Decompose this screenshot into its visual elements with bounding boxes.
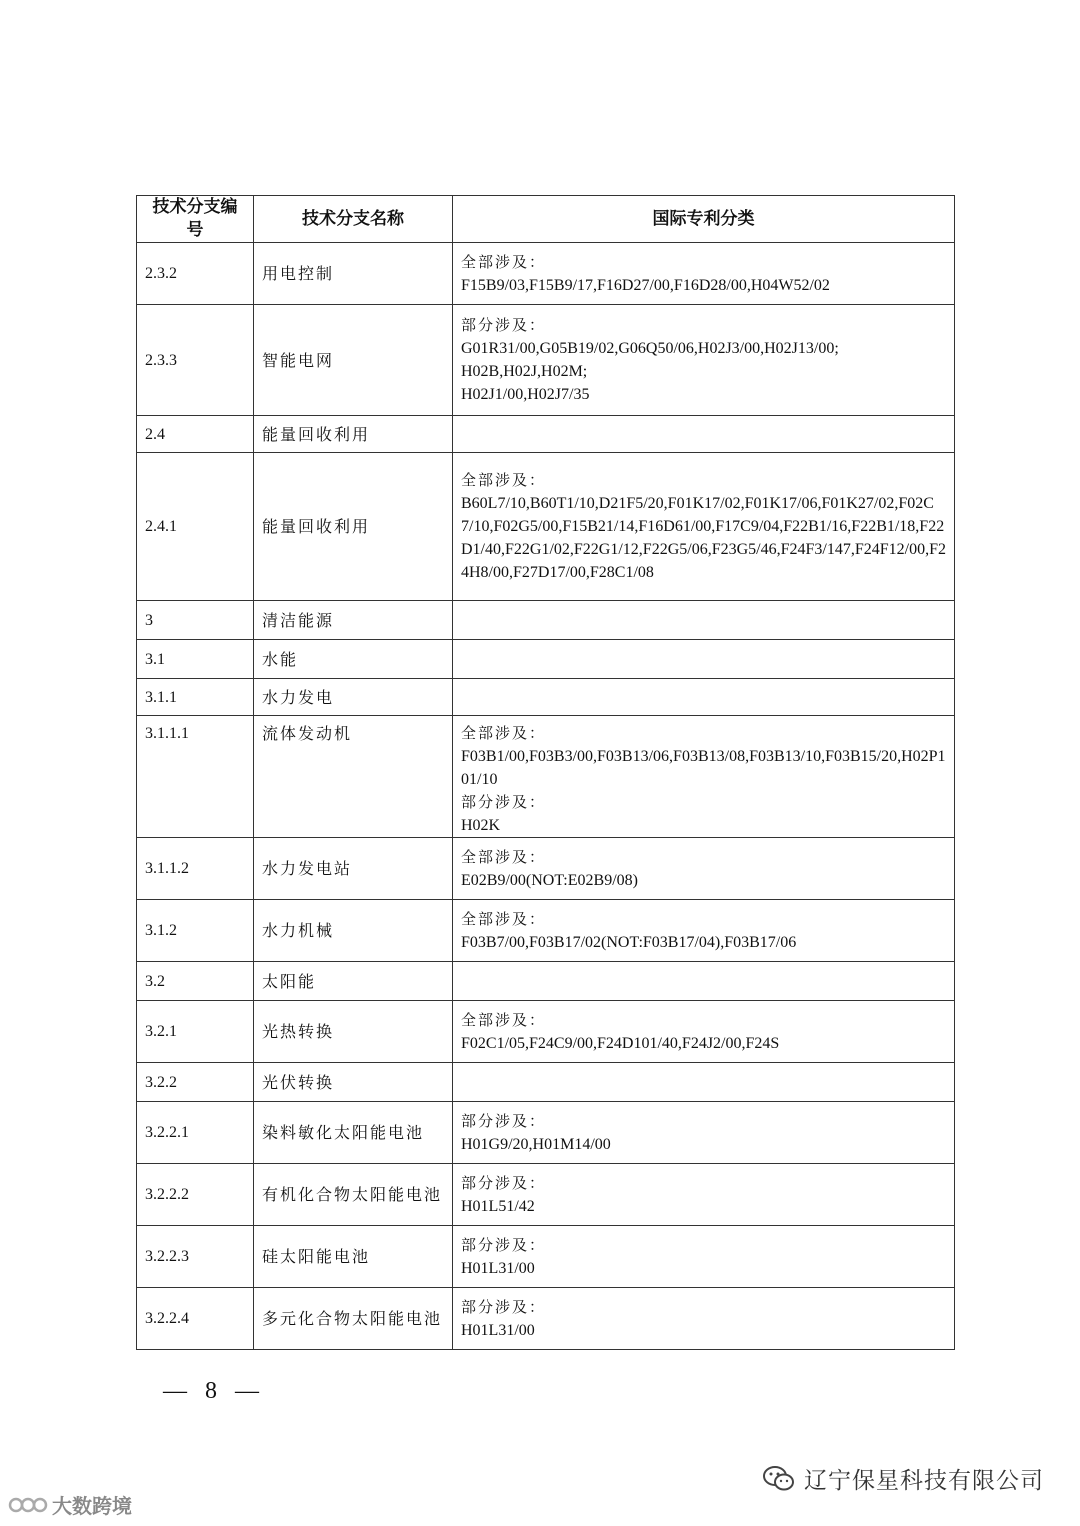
- branch-name: 能量回收利用: [254, 416, 453, 453]
- ipc-codes: F03B7/00,F03B17/02(NOT:F03B17/04),F03B17/06: [461, 933, 797, 951]
- ipc-classification: [453, 838, 955, 900]
- branch-name: 智能电网: [254, 305, 453, 416]
- ipc-scope-label: 全部涉及：: [461, 847, 547, 866]
- table-row: [137, 900, 955, 962]
- branch-code: 3.1.1.1: [137, 716, 254, 838]
- ipc-classification: [453, 1063, 955, 1102]
- watermark-company: [762, 1462, 1044, 1495]
- patent-classification-table: [136, 195, 955, 1350]
- ipc-scope-label: 部分涉及：: [461, 1235, 547, 1254]
- branch-code: 3.2.2: [137, 1063, 254, 1102]
- ipc-scope-label: 全部涉及：: [461, 909, 547, 928]
- ipc-classification: [453, 1164, 955, 1226]
- ipc-classification: [453, 416, 955, 453]
- ipc-scope-label: 部分涉及：: [461, 1297, 547, 1316]
- table-header-row: [137, 196, 955, 243]
- ipc-classification: [453, 679, 955, 716]
- ipc-classification: [453, 1288, 955, 1350]
- ipc-classification: [453, 453, 955, 601]
- ipc-codes: H01G9/20,H01M14/00: [461, 1135, 611, 1153]
- branch-name: 染料敏化太阳能电池: [254, 1102, 453, 1164]
- ipc-scope-label: 部分涉及：: [461, 316, 547, 334]
- table-row: [137, 1102, 955, 1164]
- ipc-classification: [453, 900, 955, 962]
- watermark-source-text: 大数跨境: [52, 1494, 132, 1518]
- table-row: [137, 1288, 955, 1350]
- ipc-scope-label: 全部涉及：: [461, 471, 547, 489]
- table-row: [137, 243, 955, 305]
- ipc-scope-label: 全部涉及：: [461, 724, 547, 742]
- ipc-codes: F02C1/05,F24C9/00,F24D101/40,F24J2/00,F24S: [461, 1034, 780, 1052]
- table-row: [137, 716, 955, 838]
- ipc-codes: H01L31/00: [461, 1321, 535, 1339]
- ipc-scope-label: 全部涉及：: [461, 252, 547, 271]
- branch-name: 清洁能源: [254, 601, 453, 640]
- ipc-codes: H02J1/00,H02J7/35: [461, 386, 590, 403]
- branch-code: 2.4: [137, 416, 254, 453]
- watermark-source: [8, 1490, 132, 1519]
- table-row: [137, 1001, 955, 1063]
- ipc-classification: [453, 716, 955, 838]
- ipc-scope-label: 部分涉及：: [461, 1111, 547, 1130]
- table-row: [137, 1164, 955, 1226]
- branch-code: 3.1.2: [137, 900, 254, 962]
- ipc-codes: G01R31/00,G05B19/02,G06Q50/06,H02J3/00,H02J13/00;: [461, 340, 839, 357]
- branch-code: 2.3.2: [137, 243, 254, 305]
- page-number: — 8 —: [163, 1378, 265, 1404]
- table-row: [137, 679, 955, 716]
- branch-code: 3.2.2.1: [137, 1102, 254, 1164]
- ipc-scope-label: 部分涉及：: [461, 1173, 547, 1192]
- branch-name: 光热转换: [254, 1001, 453, 1063]
- ipc-classification: [453, 962, 955, 1001]
- branch-name: 水能: [254, 640, 453, 679]
- ipc-codes: E02B9/00(NOT:E02B9/08): [461, 871, 638, 889]
- watermark-company-text: 辽宁保星科技有限公司: [804, 1468, 1044, 1494]
- table-row: [137, 838, 955, 900]
- ipc-codes: H02K: [461, 817, 501, 834]
- ipc-codes: H01L51/42: [461, 1197, 535, 1215]
- branch-code: 3.1.1.2: [137, 838, 254, 900]
- branch-name: 流体发动机: [254, 716, 453, 838]
- ipc-classification: [453, 1001, 955, 1063]
- ipc-classification: [453, 601, 955, 640]
- ipc-codes: F03B1/00,F03B3/00,F03B13/06,F03B13/08,F03B13/10,F03B15/20,H02P101/10: [461, 748, 946, 788]
- branch-name: 硅太阳能电池: [254, 1226, 453, 1288]
- ipc-scope-label: 部分涉及：: [461, 793, 547, 811]
- ipc-classification: [453, 640, 955, 679]
- table-row: [137, 1063, 955, 1102]
- branch-code: 3.2.1: [137, 1001, 254, 1063]
- branch-name: 太阳能: [254, 962, 453, 1001]
- watermark-logo-icon: [8, 1494, 48, 1516]
- branch-name: 多元化合物太阳能电池: [254, 1288, 453, 1350]
- ipc-codes: H02B,H02J,H02M;: [461, 363, 588, 380]
- ipc-scope-label: 全部涉及：: [461, 1010, 547, 1029]
- table-row: [137, 453, 955, 601]
- branch-code: 3.2.2.2: [137, 1164, 254, 1226]
- branch-name: 用电控制: [254, 243, 453, 305]
- branch-name: 光伏转换: [254, 1063, 453, 1102]
- branch-name: 水力发电: [254, 679, 453, 716]
- branch-code: 3.2.2.3: [137, 1226, 254, 1288]
- branch-code: 3.2: [137, 962, 254, 1001]
- branch-name: 水力发电站: [254, 838, 453, 900]
- ipc-classification: [453, 1226, 955, 1288]
- table-row: [137, 601, 955, 640]
- branch-code: 3.1: [137, 640, 254, 679]
- branch-code: 3.1.1: [137, 679, 254, 716]
- branch-name: 能量回收利用: [254, 453, 453, 601]
- ipc-classification: [453, 1102, 955, 1164]
- table-row: [137, 1226, 955, 1288]
- branch-code: 3: [137, 601, 254, 640]
- ipc-classification: [453, 243, 955, 305]
- ipc-codes: F15B9/03,F15B9/17,F16D27/00,F16D28/00,H04W52/02: [461, 276, 830, 294]
- ipc-codes: B60L7/10,B60T1/10,D21F5/20,F01K17/02,F01K17/06,F01K27/02,F02C7/10,F02G5/00,F15B21/14,F16D61/00,F17C9/04,F22B1/16,F22B1/18,F22D1/40,F22G1/02,F22G1/12,F22G5/06,F23G5/46,F24F3/147,F24F12/00,F24H8/00,F27D17/00,F28C1/08: [461, 495, 946, 581]
- table-row: [137, 962, 955, 1001]
- header-ipc: 国际专利分类: [453, 196, 955, 243]
- branch-code: 2.3.3: [137, 305, 254, 416]
- wechat-icon: [762, 1465, 796, 1493]
- ipc-codes: H01L31/00: [461, 1259, 535, 1277]
- branch-code: 3.2.2.4: [137, 1288, 254, 1350]
- branch-code: 2.4.1: [137, 453, 254, 601]
- table-row: [137, 640, 955, 679]
- header-name: 技术分支名称: [254, 196, 453, 243]
- branch-name: 有机化合物太阳能电池: [254, 1164, 453, 1226]
- branch-name: 水力机械: [254, 900, 453, 962]
- header-code: 技术分支编号: [137, 196, 254, 243]
- ipc-classification: [453, 305, 955, 416]
- table-row: [137, 305, 955, 416]
- table-row: [137, 416, 955, 453]
